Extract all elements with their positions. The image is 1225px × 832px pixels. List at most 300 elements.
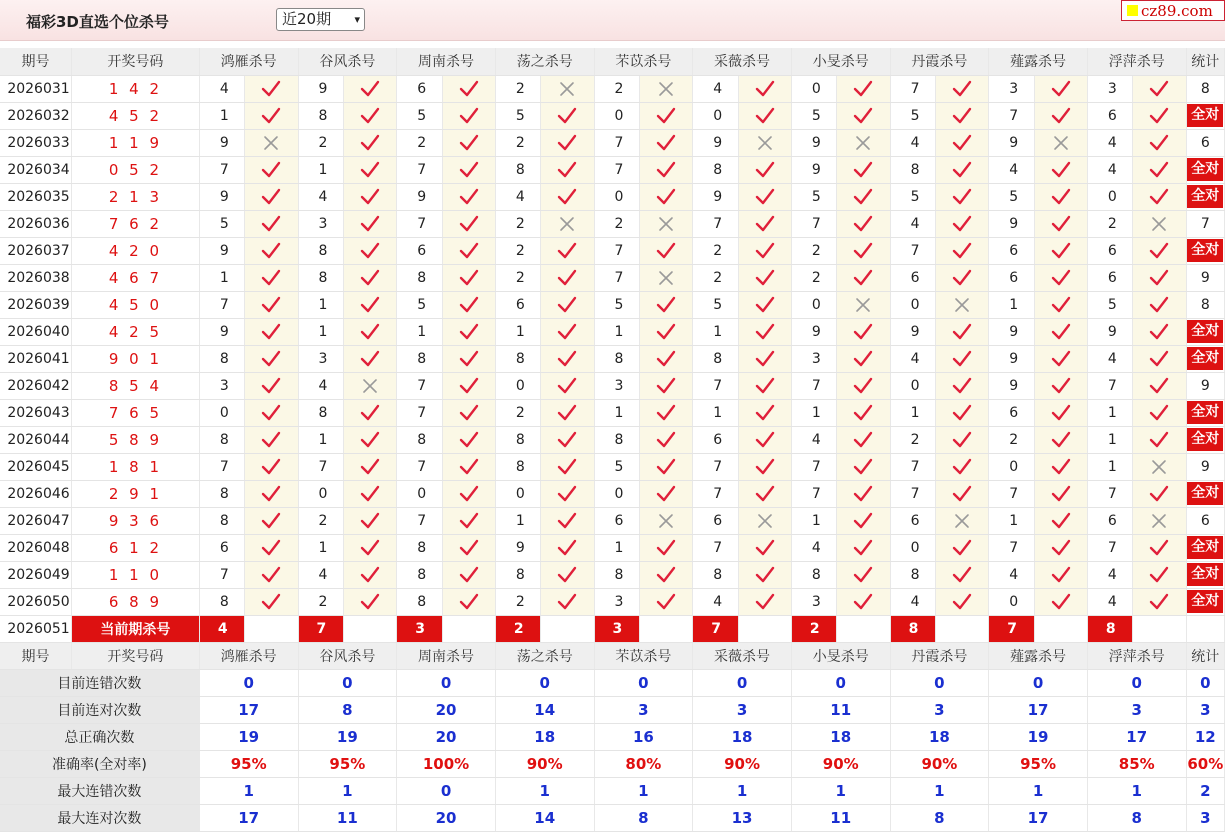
kill-number: 7 (989, 102, 1034, 129)
table-row (0, 426, 1225, 453)
all-right-badge: 全对 (1187, 104, 1223, 127)
check-icon (853, 404, 873, 422)
hit-mark (639, 372, 692, 399)
kill-number: 5 (1087, 291, 1132, 318)
check-icon (952, 431, 972, 449)
hit-mark (837, 345, 890, 372)
kill-number: 0 (397, 480, 442, 507)
check-icon (755, 350, 775, 368)
hit-mark (541, 318, 594, 345)
check-icon (656, 323, 676, 341)
kill-number: 7 (693, 372, 738, 399)
issue-number: 2026048 (0, 534, 71, 561)
hit-mark (639, 534, 692, 561)
hit-mark (639, 453, 692, 480)
kill-number: 7 (693, 480, 738, 507)
check-icon (261, 458, 281, 476)
summary-label: 目前连对次数 (0, 696, 199, 723)
kill-number: 4 (890, 588, 935, 615)
kill-number: 1 (791, 399, 836, 426)
check-icon (360, 512, 380, 530)
summary-value: 0 (594, 669, 693, 696)
check-icon (557, 269, 577, 287)
check-icon (360, 269, 380, 287)
hit-mark (245, 588, 298, 615)
check-icon (261, 215, 281, 233)
kill-number: 6 (397, 75, 442, 102)
kill-number-table (0, 48, 1225, 832)
summary-value: 0 (890, 669, 989, 696)
check-icon (755, 458, 775, 476)
check-icon (1051, 512, 1071, 530)
kill-number: 7 (693, 534, 738, 561)
blank-cell (738, 615, 791, 642)
hit-mark (1034, 318, 1087, 345)
check-icon (557, 161, 577, 179)
kill-number: 6 (1087, 102, 1132, 129)
period-select[interactable] (276, 8, 365, 31)
check-icon (755, 431, 775, 449)
kill-number: 6 (693, 507, 738, 534)
check-icon (952, 566, 972, 584)
kill-number: 7 (199, 156, 244, 183)
check-icon (261, 566, 281, 584)
issue-number: 2026038 (0, 264, 71, 291)
cross-icon (853, 134, 873, 152)
hit-mark (1034, 426, 1087, 453)
kill-number: 1 (397, 318, 442, 345)
kill-number: 8 (199, 588, 244, 615)
hit-mark (639, 156, 692, 183)
kill-number: 6 (989, 237, 1034, 264)
hit-mark (1034, 345, 1087, 372)
check-icon (360, 323, 380, 341)
check-icon (952, 269, 972, 287)
kill-number: 6 (1087, 237, 1132, 264)
hit-mark (343, 237, 396, 264)
hit-mark (837, 534, 890, 561)
hit-mark (837, 588, 890, 615)
kill-number: 8 (397, 426, 442, 453)
hit-mark (442, 156, 495, 183)
summary-value: 13 (693, 804, 792, 831)
hit-mark (738, 129, 791, 156)
hit-mark (343, 453, 396, 480)
hit-mark (738, 102, 791, 129)
hit-mark (343, 480, 396, 507)
cross-icon (853, 296, 873, 314)
kill-number: 8 (693, 345, 738, 372)
check-icon (952, 323, 972, 341)
table-row (0, 210, 1225, 237)
row-stat: 6 (1186, 507, 1224, 534)
hit-mark (541, 183, 594, 210)
hit-mark (1034, 588, 1087, 615)
kill-number: 7 (791, 453, 836, 480)
kill-number: 2 (495, 237, 540, 264)
header-expert: 周南杀号 (397, 642, 496, 669)
check-icon (755, 323, 775, 341)
draw-number: 1 4 2 (71, 75, 199, 102)
check-icon (459, 593, 479, 611)
kill-number: 7 (397, 372, 442, 399)
check-icon (952, 377, 972, 395)
all-right-badge: 全对 (1187, 401, 1223, 424)
check-icon (261, 161, 281, 179)
kill-number: 9 (1087, 318, 1132, 345)
all-right-badge: 全对 (1187, 185, 1223, 208)
summary-value: 1 (693, 777, 792, 804)
row-stat (1186, 318, 1224, 345)
kill-number: 1 (199, 102, 244, 129)
blank-cell (935, 615, 988, 642)
header-expert: 周南杀号 (397, 48, 496, 75)
kill-number: 0 (693, 102, 738, 129)
kill-number: 0 (890, 534, 935, 561)
check-icon (755, 80, 775, 98)
kill-number: 8 (397, 588, 442, 615)
hit-mark (245, 453, 298, 480)
header-expert: 丹霞杀号 (890, 48, 989, 75)
blank-cell (1186, 615, 1224, 642)
hit-mark (639, 129, 692, 156)
kill-number: 2 (791, 237, 836, 264)
kill-number: 2 (989, 426, 1034, 453)
hit-mark (541, 480, 594, 507)
issue-number: 2026046 (0, 480, 71, 507)
hit-mark (1133, 372, 1186, 399)
table-row (0, 453, 1225, 480)
check-icon (261, 539, 281, 557)
kill-number: 0 (594, 183, 639, 210)
check-icon (261, 296, 281, 314)
check-icon (853, 323, 873, 341)
table-row (0, 237, 1225, 264)
kill-number: 3 (791, 588, 836, 615)
hit-mark (837, 210, 890, 237)
cross-icon (1149, 215, 1169, 233)
hit-mark (1034, 399, 1087, 426)
hit-mark (1034, 210, 1087, 237)
kill-number: 9 (199, 183, 244, 210)
issue-number: 2026040 (0, 318, 71, 345)
kill-number: 0 (890, 372, 935, 399)
blank-cell (837, 615, 890, 642)
hit-mark (442, 291, 495, 318)
kill-number: 1 (199, 264, 244, 291)
kill-number: 5 (693, 291, 738, 318)
hit-mark (1034, 507, 1087, 534)
summary-value: 19 (199, 723, 298, 750)
draw-number: 4 6 7 (71, 264, 199, 291)
hit-mark (1034, 264, 1087, 291)
summary-value: 18 (495, 723, 594, 750)
header-expert: 丹霞杀号 (890, 642, 989, 669)
hit-mark (1133, 75, 1186, 102)
summary-value: 16 (594, 723, 693, 750)
summary-value: 90% (693, 750, 792, 777)
kill-number: 2 (594, 75, 639, 102)
check-icon (360, 539, 380, 557)
all-right-badge: 全对 (1187, 239, 1223, 262)
kill-number: 1 (495, 318, 540, 345)
hit-mark (935, 210, 988, 237)
hit-mark (639, 561, 692, 588)
hit-mark (738, 210, 791, 237)
hit-mark (935, 534, 988, 561)
hit-mark (1133, 291, 1186, 318)
hit-mark (738, 561, 791, 588)
kill-number: 7 (397, 156, 442, 183)
summary-value: 8 (1087, 804, 1186, 831)
issue-number: 2026039 (0, 291, 71, 318)
hit-mark (541, 399, 594, 426)
header-stat: 统计 (1186, 642, 1224, 669)
header-expert: 芣苡杀号 (594, 48, 693, 75)
check-icon (853, 377, 873, 395)
header-expert: 荡之杀号 (495, 48, 594, 75)
kill-number: 1 (890, 399, 935, 426)
check-icon (459, 458, 479, 476)
table-row (0, 156, 1225, 183)
kill-number: 5 (397, 291, 442, 318)
issue-number: 2026043 (0, 399, 71, 426)
kill-number: 6 (890, 264, 935, 291)
check-icon (853, 242, 873, 260)
summary-value: 1 (1087, 777, 1186, 804)
hit-mark (541, 291, 594, 318)
check-icon (459, 107, 479, 125)
hit-mark (935, 156, 988, 183)
check-icon (1149, 593, 1169, 611)
hit-mark (1133, 426, 1186, 453)
hit-mark (837, 237, 890, 264)
kill-number: 3 (594, 588, 639, 615)
hit-mark (442, 102, 495, 129)
hit-mark (837, 453, 890, 480)
check-icon (1149, 107, 1169, 125)
hit-mark (245, 345, 298, 372)
check-icon (1149, 566, 1169, 584)
kill-number: 4 (693, 75, 738, 102)
kill-number: 4 (1087, 129, 1132, 156)
hit-mark (541, 426, 594, 453)
hit-mark (1133, 318, 1186, 345)
hit-mark (837, 75, 890, 102)
hit-mark (738, 426, 791, 453)
hit-mark (1133, 507, 1186, 534)
draw-number: 2 9 1 (71, 480, 199, 507)
kill-number: 5 (890, 102, 935, 129)
hit-mark (738, 75, 791, 102)
hit-mark (639, 399, 692, 426)
table-row (0, 345, 1225, 372)
header-expert: 采薇杀号 (693, 48, 792, 75)
header-expert: 鸿雁杀号 (199, 48, 298, 75)
check-icon (557, 350, 577, 368)
summary-value: 0 (693, 669, 792, 696)
draw-number: 9 0 1 (71, 345, 199, 372)
hit-mark (245, 264, 298, 291)
check-icon (1149, 80, 1169, 98)
hit-mark (442, 480, 495, 507)
check-icon (261, 107, 281, 125)
summary-value: 90% (890, 750, 989, 777)
hit-mark (442, 588, 495, 615)
kill-number: 8 (890, 156, 935, 183)
site-logo[interactable] (1121, 0, 1225, 21)
kill-number: 0 (594, 480, 639, 507)
kill-number: 8 (495, 156, 540, 183)
hit-mark (738, 534, 791, 561)
header-draw: 开奖号码 (71, 642, 199, 669)
check-icon (1051, 188, 1071, 206)
kill-number: 6 (199, 534, 244, 561)
issue-number: 2026047 (0, 507, 71, 534)
check-icon (1051, 485, 1071, 503)
hit-mark (442, 507, 495, 534)
kill-number: 0 (298, 480, 343, 507)
table-row (0, 588, 1225, 615)
draw-number: 1 1 0 (71, 561, 199, 588)
current-kill-number: 7 (298, 615, 343, 642)
kill-number: 5 (594, 291, 639, 318)
kill-number: 1 (693, 318, 738, 345)
check-icon (360, 134, 380, 152)
kill-number: 5 (791, 102, 836, 129)
issue-number: 2026032 (0, 102, 71, 129)
check-icon (656, 134, 676, 152)
check-icon (261, 350, 281, 368)
hit-mark (343, 372, 396, 399)
header-expert: 薤露杀号 (989, 642, 1088, 669)
check-icon (1149, 377, 1169, 395)
check-icon (1051, 539, 1071, 557)
kill-number: 4 (890, 345, 935, 372)
kill-number: 3 (298, 345, 343, 372)
check-icon (1051, 350, 1071, 368)
check-icon (557, 296, 577, 314)
kill-number: 0 (495, 372, 540, 399)
kill-number: 4 (791, 426, 836, 453)
summary-value: 3 (594, 696, 693, 723)
hit-mark (442, 210, 495, 237)
summary-value: 0 (989, 669, 1088, 696)
kill-number: 2 (495, 129, 540, 156)
kill-number: 5 (594, 453, 639, 480)
kill-number: 0 (594, 102, 639, 129)
hit-mark (639, 318, 692, 345)
hit-mark (541, 507, 594, 534)
kill-number: 9 (989, 345, 1034, 372)
table-row (0, 264, 1225, 291)
draw-number: 1 1 9 (71, 129, 199, 156)
kill-number: 7 (791, 210, 836, 237)
check-icon (853, 350, 873, 368)
table-row (0, 480, 1225, 507)
hit-mark (541, 237, 594, 264)
kill-number: 8 (199, 480, 244, 507)
kill-number: 4 (1087, 588, 1132, 615)
kill-number: 2 (890, 426, 935, 453)
check-icon (360, 566, 380, 584)
hit-mark (837, 318, 890, 345)
check-icon (1051, 215, 1071, 233)
check-icon (459, 134, 479, 152)
hit-mark (245, 291, 298, 318)
draw-number: 6 8 9 (71, 588, 199, 615)
blank-cell (1133, 615, 1186, 642)
hit-mark (245, 156, 298, 183)
hit-mark (245, 507, 298, 534)
summary-value: 8 (594, 804, 693, 831)
kill-number: 8 (495, 561, 540, 588)
check-icon (557, 188, 577, 206)
kill-number: 7 (397, 210, 442, 237)
all-right-badge: 全对 (1187, 320, 1223, 343)
header-expert: 谷风杀号 (298, 642, 397, 669)
hit-mark (935, 588, 988, 615)
summary-value: 0 (397, 669, 496, 696)
kill-number: 1 (693, 399, 738, 426)
cross-icon (557, 215, 577, 233)
hit-mark (837, 480, 890, 507)
header-expert: 鸿雁杀号 (199, 642, 298, 669)
hit-mark (639, 264, 692, 291)
hit-mark (935, 237, 988, 264)
kill-number: 9 (199, 237, 244, 264)
check-icon (557, 107, 577, 125)
kill-number: 6 (495, 291, 540, 318)
kill-number: 7 (693, 210, 738, 237)
check-icon (360, 458, 380, 476)
check-icon (1149, 269, 1169, 287)
table-row (0, 183, 1225, 210)
kill-number: 2 (298, 129, 343, 156)
cross-icon (1149, 458, 1169, 476)
kill-number: 6 (989, 264, 1034, 291)
table-row (0, 129, 1225, 156)
kill-number: 9 (791, 318, 836, 345)
kill-number: 4 (1087, 345, 1132, 372)
check-icon (656, 539, 676, 557)
summary-value: 0 (1186, 669, 1224, 696)
check-icon (360, 404, 380, 422)
hit-mark (639, 291, 692, 318)
row-stat: 9 (1186, 264, 1224, 291)
issue-number: 2026045 (0, 453, 71, 480)
hit-mark (245, 129, 298, 156)
hit-mark (1133, 399, 1186, 426)
kill-number: 1 (298, 318, 343, 345)
hit-mark (639, 480, 692, 507)
kill-number: 3 (1087, 75, 1132, 102)
check-icon (853, 593, 873, 611)
hit-mark (541, 561, 594, 588)
hit-mark (343, 210, 396, 237)
row-stat (1186, 561, 1224, 588)
hit-mark (1034, 453, 1087, 480)
summary-row (0, 696, 1225, 723)
hit-mark (738, 291, 791, 318)
summary-value: 1 (495, 777, 594, 804)
check-icon (656, 161, 676, 179)
summary-value: 8 (298, 696, 397, 723)
summary-value: 0 (791, 669, 890, 696)
summary-value: 17 (989, 804, 1088, 831)
kill-number: 8 (298, 399, 343, 426)
kill-number: 1 (298, 534, 343, 561)
